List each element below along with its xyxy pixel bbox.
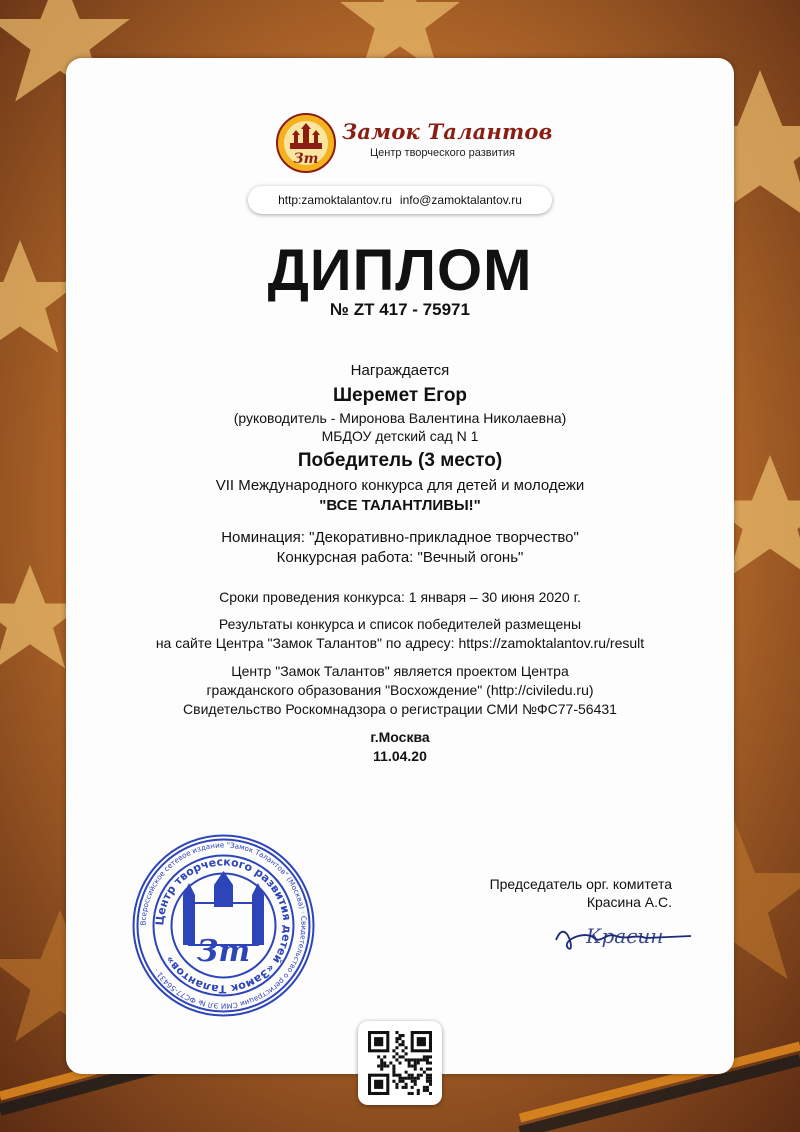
logo-subtitle: Центр творческого развития	[370, 147, 515, 159]
qr-code[interactable]	[358, 1021, 442, 1105]
place-awarded: Победитель (3 место)	[297, 450, 503, 471]
contest-dates: Сроки проведения конкурса: 1 января – 30 июня 2020 г.	[219, 589, 581, 605]
diploma-title: ДИПЛОМ	[267, 238, 533, 303]
emblem-monogram: Зm	[293, 151, 319, 167]
official-stamp	[131, 833, 316, 1018]
project-line-3: Свидетельство Роскомнадзора о регистрации СМИ №ФС77-56431	[183, 701, 617, 717]
signature	[546, 910, 696, 960]
stamp-inner-text: Центр творческого развития детей «Замок Талантов»	[153, 855, 294, 996]
email-link[interactable]: info@zamoktalantov.ru	[399, 193, 522, 207]
chairperson-name: Красина А.С.	[586, 894, 672, 910]
castle-emblem-icon	[276, 113, 336, 173]
site-link[interactable]: http:zamoktalantov.ru	[278, 193, 392, 207]
institution: МБДОУ детский сад N 1	[321, 428, 479, 444]
project-line-2: гражданского образования "Восхождение" (http://civiledu.ru)	[206, 682, 594, 698]
results-line-1: Результаты конкурса и список победителей размещены	[218, 616, 582, 632]
project-line-1: Центр "Замок Талантов" является проектом Центра	[231, 663, 569, 679]
stamp-monogram: Зm	[196, 934, 251, 969]
contest-description: VII Международного конкурса для детей и молодежи	[215, 477, 585, 494]
awarded-label: Награждается	[350, 362, 450, 379]
contest-name: "ВСЕ ТАЛАНТЛИВЫ!"	[319, 497, 481, 514]
logo-title: Замок Талантов	[342, 119, 553, 144]
signature-text: Красин	[586, 924, 664, 948]
qr-code-icon	[368, 1031, 432, 1095]
nomination: Номинация: "Декоративно-прикладное творчество"	[221, 529, 579, 546]
contest-work: Конкурсная работа: "Вечный огонь"	[276, 549, 524, 566]
diploma-card	[66, 58, 734, 1074]
contacts-bar	[248, 186, 552, 214]
stamp-ring-text: Всероссийское сетевое издание "Замок Талантов" (Москва) · Свидетельство о регистрации СМИ ЭЛ № ФС77-56431 ·	[138, 840, 309, 1011]
chairperson-block	[462, 875, 672, 911]
recipient-name: Шеремет Егор	[332, 385, 468, 406]
issue-date: 11.04.20	[373, 748, 427, 764]
chairperson-role: Председатель орг. комитета	[489, 876, 672, 892]
diploma-number: № ZT 417 - 75971	[330, 300, 470, 319]
supervisor: (руководитель - Миронова Валентина Николаевна)	[233, 410, 567, 426]
logo	[276, 113, 553, 173]
results-line-2: на сайте Центра "Замок Талантов" по адресу: https://zamoktalantov.ru/result	[155, 635, 645, 651]
city: г.Москва	[370, 729, 430, 745]
